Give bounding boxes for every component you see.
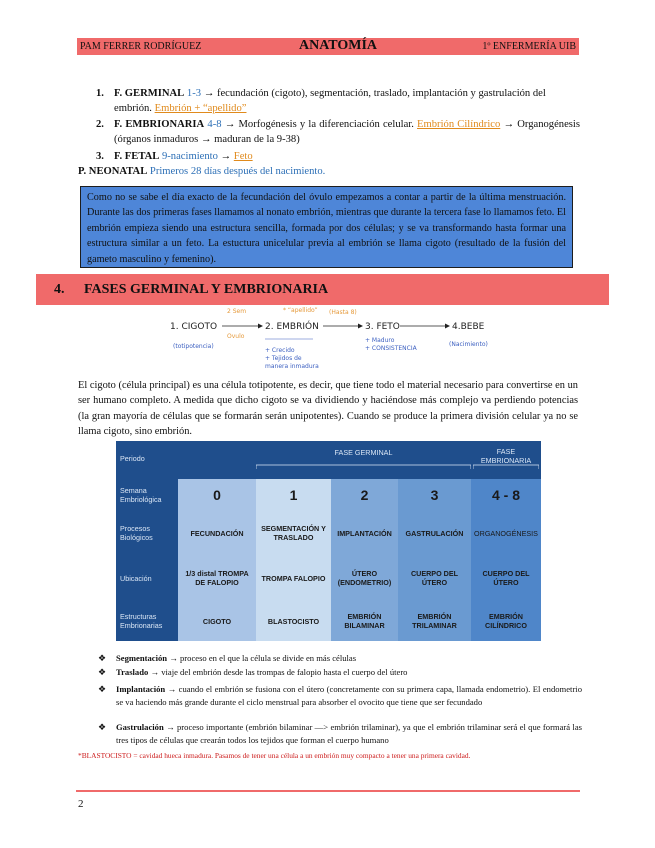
bullet-term: Segmentación (116, 653, 168, 663)
arrow-head (358, 324, 363, 329)
bullet-term: Implantación (116, 684, 166, 694)
bullet-segmentacion (98, 652, 582, 665)
bullet-gastrulacion (98, 721, 582, 747)
table-cell-weeks: 1 (289, 486, 298, 503)
phase-item-fetal (96, 149, 580, 164)
neonatal-name: P. NEONATAL (78, 166, 148, 177)
phase-tail: → Organogénesis (órganos inmaduros → maduran de la 9-38) (114, 119, 580, 145)
phase-item-germinal (96, 86, 580, 116)
phase-range: 9-nacimiento (161, 151, 218, 162)
phase-desc: Morfogénesis y la diferenciación celular. (238, 119, 414, 130)
table-cell-locations: ÚTERO (ENDOMETRIO) (337, 569, 392, 587)
arrow: → (224, 119, 236, 130)
diamond-bullet-icon: ❖ (98, 722, 107, 732)
neonatal-desc: Primeros 28 días después del nacimiento. (149, 166, 326, 177)
table-cell-locations: TROMPA FALOPIO (261, 573, 326, 583)
table-cell-processes: FECUNDACIÓN (190, 528, 244, 538)
row-label-estructuras: Estructuras Embrionarias (120, 612, 163, 630)
arrow: → (220, 151, 232, 162)
embrionaria-bracket (473, 461, 539, 469)
bullet-text: → cuando el embrión se fusiona con el útero (concretamente con su primera capa, llamada endometrio). El endometrio se va haciendo más grande durante el ciclo menstrual para absorber el ovocito que tiene que ser fecundado (116, 684, 582, 707)
arrow: → (203, 88, 215, 99)
table-cell-structures: EMBRIÓN BILAMINAR (344, 612, 385, 630)
note-totipotencia: (totipotencia) (173, 343, 214, 350)
table-cell-weeks: 3 (430, 486, 439, 503)
table-cell-weeks: 0 (213, 486, 221, 503)
bullet-text: → proceso en el que la célula se divide en más células (169, 653, 357, 663)
info-box: Como no se sabe el día exacto de la fecundación del óvulo empezamos a contar a partir de la última menstruación. Durante las dos primeras fases llamamos al nonato embrión, mientras que durante la tercera fase lo llamamos feto. El embrión empieza siendo una estructura sencilla, formada por dos células; y se va transformando hasta formar una estructura similar a un feto. La estuctura unicelular previa al embrión se llama cigoto (resultado de la fusión del gameto masculino y femenino). (80, 186, 573, 268)
phases-table (116, 441, 541, 641)
diamond-bullet-icon: ❖ (98, 653, 107, 663)
phase-number: 1. (96, 88, 104, 99)
table-cell-structures: EMBRIÓN CILÍNDRICO (485, 612, 527, 630)
note-consistencia: + CONSISTENCIA (365, 345, 417, 352)
note-hasta8: (Hasta 8) (329, 309, 357, 316)
phase-name: F. GERMINAL (114, 88, 185, 99)
diamond-bullet-icon: ❖ (98, 684, 107, 694)
arrow-head (445, 324, 450, 329)
table-cell-structures: CIGOTO (202, 616, 232, 626)
table-period-label: Periodo (120, 453, 145, 463)
note-inmadura: manera inmadura (265, 363, 319, 370)
bullet-text: → viaje del embrión desde las trompas de falopio hasta el cuerpo del útero (150, 667, 408, 677)
stages-sketch (165, 306, 495, 372)
header-subject: ANATOMÍA (299, 38, 378, 53)
phase-note: Embrión Cilíndrico (417, 119, 501, 130)
note-crecido: + Crecido (265, 347, 295, 354)
note-2sem: 2 Sem (227, 308, 247, 315)
stage-bebe: 4.BEBE (452, 322, 485, 332)
table-cell-processes: SEGMENTACIÓN Y TRASLADO (261, 524, 326, 542)
bullet-term: Gastrulación (116, 722, 164, 732)
stage-embrion: 2. EMBRIÓN (265, 322, 319, 332)
table-cell-weeks: 2 (360, 486, 369, 503)
phase-range: 1-3 (186, 88, 202, 99)
note-maduro: + Maduro (365, 337, 395, 344)
diamond-bullet-icon: ❖ (98, 667, 107, 677)
table-cell-processes: GASTRULACIÓN (405, 528, 464, 538)
footnote: *BLASTOCISTO = cavidad hueca inmadura. Pasamos de tener una célula a un embrión muy compacto a tener una primera cavidad. (78, 751, 471, 760)
phase-number: 3. (96, 151, 104, 162)
section-number: 4. (54, 282, 65, 297)
note-nacimiento: (Nacimiento) (449, 341, 488, 348)
stage-feto: 3. FETO (365, 322, 400, 332)
phase-number: 2. (96, 119, 104, 130)
phase-note: Embrión + “apellido” (154, 103, 247, 114)
germinal-bracket (256, 461, 471, 469)
row-label-ubicacion: Ubicación (120, 573, 152, 583)
table-germinal-label: FASE GERMINAL (334, 447, 393, 457)
table-cell-locations: CUERPO DEL ÚTERO (410, 569, 459, 587)
phase-range: 4-8 (207, 119, 222, 130)
page-header (77, 38, 579, 55)
stage-cigoto: 1. CIGOTO (170, 322, 218, 332)
section-title: FASES GERMINAL Y EMBRIONARIA (84, 282, 329, 297)
table-cell-locations: CUERPO DEL ÚTERO (482, 569, 530, 587)
section-heading (36, 274, 609, 305)
table-cell-structures: BLASTOCISTO (267, 616, 320, 626)
phase-desc: fecundación (cigoto), segmentación, traslado, implantación y gastrulación del embrión. (114, 88, 546, 114)
note-apellido: * “apellido” (283, 307, 318, 314)
table-embrionaria-label: FASE EMBRIONARIA (480, 447, 532, 465)
row-label-procesos: Procesos Biológicos (120, 524, 153, 542)
phase-name: F. EMBRIONARIA (114, 119, 205, 130)
header-course: 1º ENFERMERÍA UIB (482, 41, 576, 52)
table-cell-structures: EMBRIÓN TRILAMINAR (412, 612, 457, 630)
page-number: 2 (78, 798, 84, 810)
phase-note: Feto (233, 151, 253, 162)
phase-item-embrionaria (96, 117, 580, 147)
neonatal-line (78, 166, 325, 177)
footer-line (76, 790, 580, 792)
bullet-implantacion (98, 683, 582, 709)
bullet-term: Traslado (116, 667, 149, 677)
header-author: PAM FERRER RODRÍGUEZ (80, 41, 202, 52)
bullet-traslado (98, 666, 582, 679)
note-ovulo: Ovulo (227, 333, 245, 340)
table-cell-processes: IMPLANTACIÓN (337, 528, 392, 538)
note-tejidos: + Tejidos de (265, 355, 302, 362)
body-paragraph: El cigoto (célula principal) es una célula totipotente, es decir, que tiene todo el material necesario para convertirse en un ser humano completo. A medida que dicho cigoto se va dividiendo y haciéndose más complejo va perdiendo potencias (la gran mayoría de células que se formarán serán unipotentes). Cuando se produce la primera división celular ya no se llama cigoto, sino embrión. (78, 380, 578, 437)
table-cell-locations: 1/3 distal TROMPA DE FALOPIO (185, 569, 249, 587)
arrow-head (258, 324, 263, 329)
table-cell-processes: ORGANOGÉNESIS (474, 528, 538, 538)
bullet-text: → proceso importante (embrión bilaminar —> embrión trilaminar), ya que el embrión trilaminar será el que formará las tres tipos de células que crearán todos los tejidos que forman el cuerpo humano (116, 722, 582, 745)
row-label-semana: Semana Embriológica (120, 486, 162, 504)
phase-name: F. FETAL (114, 151, 160, 162)
table-cell-weeks: 4 - 8 (491, 486, 520, 503)
